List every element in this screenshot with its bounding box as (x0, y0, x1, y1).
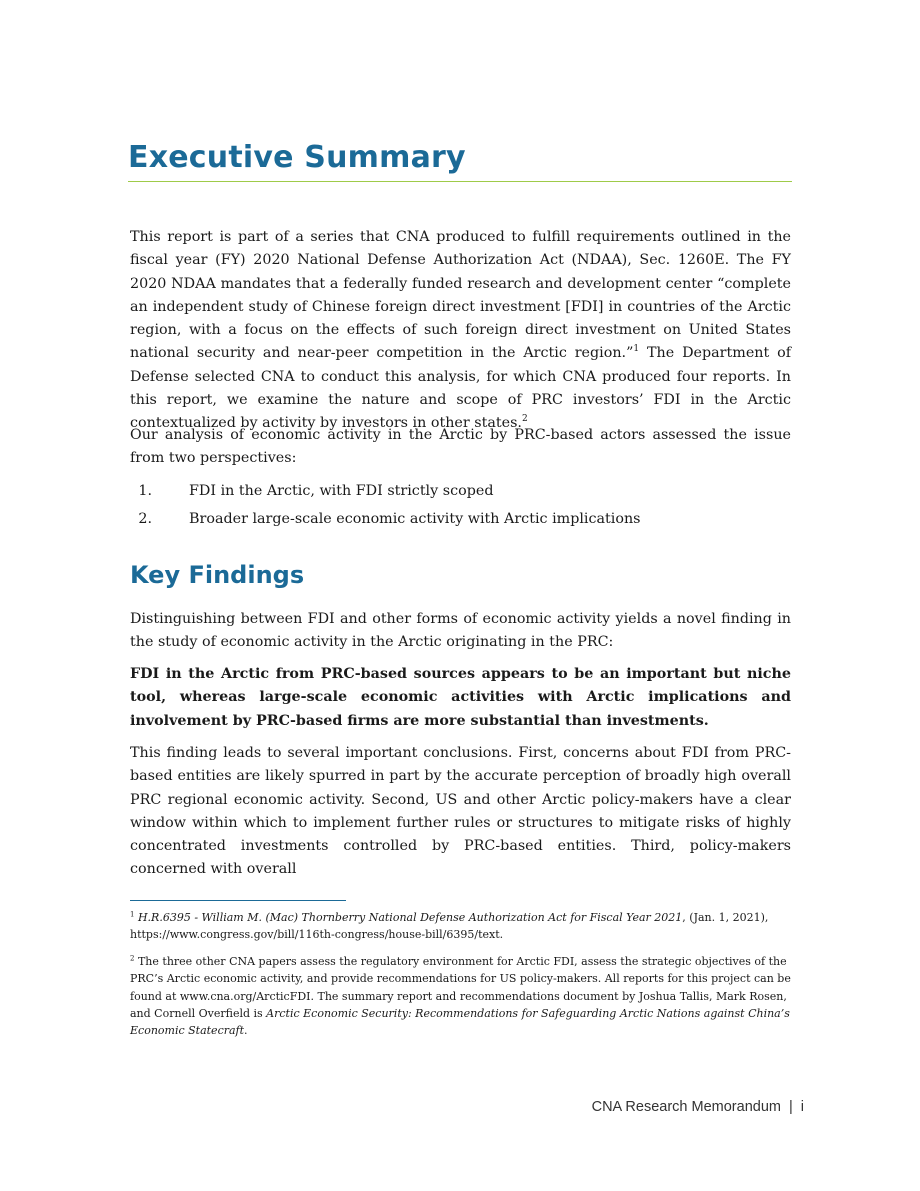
page-footer (592, 1099, 804, 1115)
list-number: 2. (138, 511, 152, 527)
intro-text-2: The Department of Defense selected CNA to conduct this analysis, for which CNA produced four reports. In this report, we examine the nature and scope of PRC investors’ FDI in the Arctic contextualized by activity by investors in other states. (130, 345, 791, 432)
footnote-separator (130, 900, 346, 901)
list-text: Broader large-scale economic activity with Arctic implications (189, 511, 641, 527)
perspectives-list (130, 477, 791, 533)
title-underline (128, 181, 792, 182)
footnote-1-title: H.R.6395 - William M. (Mac) Thornberry National Defense Authorization Act for Fiscal Year 2021 (137, 911, 683, 924)
findings-intro-paragraph: Distinguishing between FDI and other forms of economic activity yields a novel finding in the study of economic activity in the Arctic originating in the PRC: (130, 611, 791, 651)
footer-separator: | (788, 1099, 793, 1115)
page-number: i (800, 1099, 804, 1115)
list-number: 1. (138, 483, 152, 499)
footnote-2 (130, 953, 791, 1039)
conclusions-paragraph: This finding leads to several important conclusions. First, concerns about FDI from PRC-based entities are likely spurred in part by the accurate perception of broadly high overall PRC regional economic activity. Second, US and other Arctic policy-makers have a clear window within which to implement further rules or structures to mitigate risks of highly concentrated investments controlled by PRC-based entities. Third, policy-makers concerned with overall (130, 745, 791, 878)
intro-paragraph (130, 226, 791, 436)
key-findings-heading: Key Findings (130, 561, 305, 589)
footnote-2-number: 2 (130, 954, 135, 963)
footnote-ref-1[interactable]: 1 (633, 344, 640, 355)
footnote-1-number: 1 (130, 910, 135, 919)
page-title: Executive Summary (128, 140, 466, 175)
footnote-2-title: Arctic Economic Security: Recommendations for Safeguarding Arctic Nations against China’s Economic Statecraft (130, 1006, 790, 1038)
footnote-ref-2[interactable]: 2 (521, 414, 528, 425)
analysis-intro-paragraph: Our analysis of economic activity in the Arctic by PRC-based actors assessed the issue from two perspectives: (130, 427, 791, 467)
list-item (130, 505, 791, 533)
list-item (130, 477, 791, 505)
footnote-1-text: , (Jan. 1, 2021), https://www.congress.gov/bill/116th-congress/house-bill/6395/text. (130, 911, 769, 942)
footnote-1 (130, 909, 791, 944)
intro-text-1: This report is part of a series that CNA produced to fulfill requirements outlined in the fiscal year (FY) 2020 National Defense Authorization Act (NDAA), Sec. 1260E. The FY 2020 NDAA mandates that a federally funded research and development center “complete an independent study of Chinese foreign direct investment [FDI] in countries of the Arctic region, with a focus on the effects of such foreign direct investment on United States national security and near-peer competition in the Arctic region.” (130, 229, 791, 362)
footnote-2-end: . (244, 1024, 248, 1038)
footer-label: CNA Research Memorandum (591, 1099, 781, 1115)
key-finding-bold: FDI in the Arctic from PRC-based sources appears to be an important but niche tool, whereas large-scale economic activities with Arctic implications and involvement by PRC-based firms are more substantial than investments. (130, 666, 791, 729)
footnote-2-text: The three other CNA papers assess the regulatory environment for Arctic FDI, assess the strategic objectives of the PRC’s Arctic economic activity, and provide recommendations for US policy-makers. All reports for this project can be found at www.cna.org/ArcticFDI. The summary report and recommendations document by Joshua Tallis, Mark Rosen, and Cornell Overfield is (130, 955, 791, 1020)
list-text: FDI in the Arctic, with FDI strictly scoped (189, 483, 494, 499)
